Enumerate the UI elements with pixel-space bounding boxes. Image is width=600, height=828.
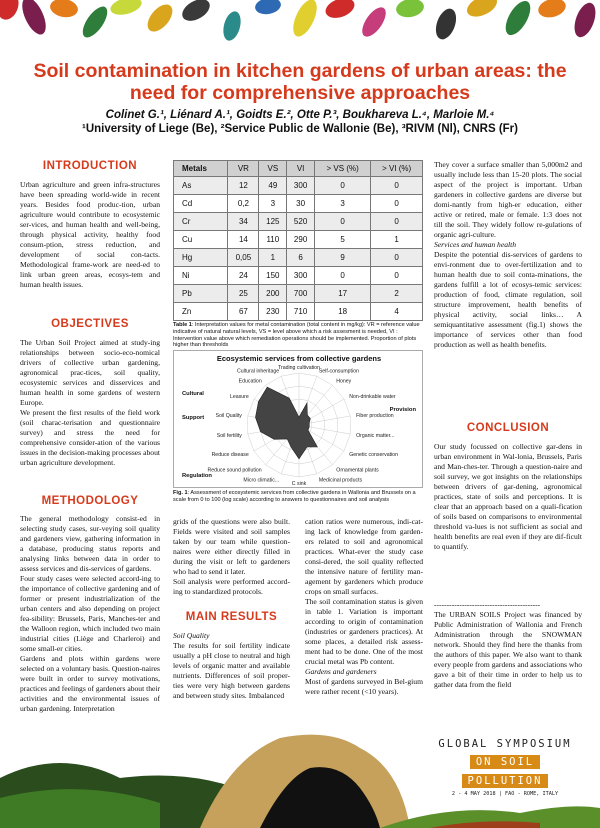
radar-axis-label: Self-consumption bbox=[318, 368, 359, 375]
table-cell: 200 bbox=[259, 285, 287, 303]
table-cell: 0 bbox=[314, 177, 370, 195]
radar-axis-label: Genetic conservation bbox=[349, 452, 398, 458]
radar-axis-label: Reduce sound pollution bbox=[207, 467, 262, 474]
conclusion-paragraph: Our study focussed on collective gar-dens in urban environment in Wal-lonia, Brussels, Paris and Man-ches-ter. Through a question-naire and soil survey, we got insights on the relationships between drivers of gar-dening, agronomical practices, state of soils and perceptions. It is clear that an approach based on a quali-fication of soils based on comparisons to environmental threshold va-lues is not sufficient as social and health benefits are real even if they are dif-ficult to quantify. bbox=[434, 442, 582, 551]
figure-caption-text: : Assessment of ecosystemic services from collective gardens in Wallonia and Brussels on a scale from 0 to 100 (log scale) according to answers to questionnaires and soil analysis bbox=[173, 490, 416, 503]
table-cell-metal: Cd bbox=[174, 195, 228, 213]
table-row bbox=[174, 195, 423, 213]
radar-chart bbox=[174, 351, 424, 487]
table-header-row bbox=[174, 161, 423, 177]
radar-axis-label: Micro climatic... bbox=[243, 477, 280, 484]
radar-axis-label: Trading cultivation bbox=[278, 365, 320, 371]
services-paragraph: Despite the potential dis-services of gardens to envi-ronment due to over-fertilization and to human health due to soil conta-minations, the gardens fulfill a lot of ecosys-temic services: production of food, climate regulation, soil structure improvement, health benefits of physical activity, social links… A semiquantitative assessment (fig.1) shows the importance of services other than food production as well as health benefits. bbox=[434, 250, 582, 349]
table-cell: 230 bbox=[259, 303, 287, 321]
table-cell-metal: Zn bbox=[174, 303, 228, 321]
table-cell: 700 bbox=[287, 285, 315, 303]
table-cell: 12 bbox=[228, 177, 259, 195]
table-cell-metal: Pb bbox=[174, 285, 228, 303]
radar-group-label: Support bbox=[182, 415, 205, 421]
symposium-line-3: POLLUTION bbox=[462, 774, 549, 788]
poster-title: Soil contamination in kitchen gardens of urban areas: the need for comprehensive approaches bbox=[33, 60, 567, 104]
metal-threshold-table bbox=[173, 160, 423, 321]
radar-axis-label: Non-drinkable water bbox=[349, 394, 396, 400]
table-cell: 17 bbox=[314, 285, 370, 303]
table-cell: 3 bbox=[259, 195, 287, 213]
methodology-heading: METHODOLOGY bbox=[41, 495, 139, 507]
table-cell: 0,05 bbox=[228, 249, 259, 267]
table-cell-metal: Hg bbox=[174, 249, 228, 267]
radar-axis-label: Honey bbox=[336, 378, 352, 385]
funding-block bbox=[434, 600, 582, 690]
soil-quality-subheading: Soil Quality bbox=[173, 631, 210, 640]
table-row bbox=[174, 303, 423, 321]
main-results-heading: MAIN RESULTS bbox=[185, 611, 278, 623]
main-results-paragraph-1: The results for soil fertility indicate usually a pH close to neutral and high levels of organic matter and available nutrients. Differences of soil proper-ties were very high between gardens and between study sites. Imbalanced bbox=[173, 641, 290, 700]
table-row bbox=[174, 267, 423, 285]
table-cell: 0 bbox=[371, 267, 423, 285]
introduction-text bbox=[20, 180, 160, 290]
separator-line: ------------------------------------------ bbox=[434, 600, 541, 609]
radar-axis-label: Education bbox=[238, 378, 262, 385]
methodology-cont-paragraph-1: grids of the questions were also built. Fields were visited and soil samples taken by our team while question-naires were either directly filled in during the visit or left to gardeners who had to send it later. bbox=[173, 517, 290, 576]
table-cell: 520 bbox=[287, 213, 315, 231]
table-cell: 24 bbox=[228, 267, 259, 285]
table-header-cell: VI bbox=[287, 161, 315, 177]
affiliation-list: ¹University of Liege (Be), ²Service Public de Wallonie (Be), ³RIVM (Nl), CNRS (Fr) bbox=[82, 123, 518, 135]
author-list: Colinet G.¹, Liénard A.¹, Goidts E.², Otte P.³, Boukhareva L.⁴, Marloie M.⁴ bbox=[105, 109, 495, 121]
radar-axis-label: Leasure bbox=[230, 394, 249, 400]
methodology-continued bbox=[173, 517, 290, 597]
table-cell-metal: Cr bbox=[174, 213, 228, 231]
table-header-cell: > VI (%) bbox=[371, 161, 423, 177]
gardens-paragraph: They cover a surface smaller than 5,000m2 and usually include less than 15-20 plots. The social aspect of the project is important. Urban gardeners in collective gardens are diverse but domi-nantly from high-er education, either active or retired, male or female. 1:3 does not till the soil. They widely follow re-gulations of organic agri-culture. bbox=[434, 160, 582, 239]
radar-axis-label: Medicinal products bbox=[318, 477, 363, 484]
radar-chart-frame bbox=[173, 350, 423, 488]
figure-caption-label: Fig. 1 bbox=[173, 490, 188, 496]
methodology-paragraph-1: The general methodology consist-ed in selecting study cases, sur-veying soil quality and gardeners view, gathering information in a database, producing status reports and analysing links between data in order to assess services and dis-services of gardens. bbox=[20, 514, 160, 573]
results-cont-paragraph-3: Most of gardens surveyed in Bel-gium were rather recent (<10 years). bbox=[305, 677, 423, 696]
methodology-cont-paragraph-2: Soil analysis were performed accord-ing to standardized protocols. bbox=[173, 577, 290, 596]
radar-axis-label: C sink bbox=[291, 481, 307, 487]
gardens-subheading: Gardens and gardeners bbox=[305, 667, 377, 676]
table-cell: 0 bbox=[371, 195, 423, 213]
table-cell: 30 bbox=[287, 195, 315, 213]
table-row bbox=[174, 213, 423, 231]
radar-axis-label: Reduce disease bbox=[211, 452, 249, 458]
symposium-line-2: ON SOIL bbox=[470, 755, 540, 769]
funding-paragraph: The URBAN SOILS Project was financed by Public Administration of Wallonia and French Administration through the SNOWMAN network. Should they find here the thanks from the authors of this paper. We also want to thank every people from gardens and associations who gave a bit of their time in order to help us to gather data from the field bbox=[434, 610, 582, 689]
table-cell: 710 bbox=[287, 303, 315, 321]
table-cell: 0 bbox=[371, 213, 423, 231]
methodology-text bbox=[20, 514, 160, 714]
table-cell: 14 bbox=[228, 231, 259, 249]
radar-axis-label: Fiber production bbox=[356, 412, 394, 419]
table-cell: 0 bbox=[314, 267, 370, 285]
table-cell: 125 bbox=[259, 213, 287, 231]
table-cell: 34 bbox=[228, 213, 259, 231]
objectives-text bbox=[20, 338, 160, 468]
introduction-heading: INTRODUCTION bbox=[42, 160, 138, 172]
authors-block bbox=[20, 108, 580, 136]
table-header-cell: VR bbox=[228, 161, 259, 177]
figure-caption bbox=[173, 490, 423, 504]
table-cell: 25 bbox=[228, 285, 259, 303]
table-cell: 0 bbox=[371, 249, 423, 267]
gardens-text bbox=[434, 160, 582, 350]
table-caption-label: Table 1 bbox=[173, 322, 192, 328]
radar-axis-label: Ornamental plants bbox=[336, 467, 379, 474]
table-cell: 18 bbox=[314, 303, 370, 321]
table-cell: 0,2 bbox=[228, 195, 259, 213]
table-cell: 2 bbox=[371, 285, 423, 303]
table-row bbox=[174, 177, 423, 195]
table-cell: 67 bbox=[228, 303, 259, 321]
symposium-logo bbox=[420, 738, 590, 797]
table-cell: 300 bbox=[287, 267, 315, 285]
radar-axis-label: Soil Quality bbox=[215, 412, 242, 419]
radar-series-area bbox=[255, 387, 317, 459]
table-cell: 0 bbox=[371, 177, 423, 195]
radar-axis-label: Cultural inheritage bbox=[237, 368, 280, 375]
table-cell: 5 bbox=[314, 231, 370, 249]
table-cell-metal: Cu bbox=[174, 231, 228, 249]
table-caption-text: : Interpretation values for metal contamination (total content in mg/kg): VR = reference value indicative of natural natural levels, VS = level above which a risk assesment is needed, VI : Intervention value above which remediation operations should be implemented. Proportion of plots higher than thresholds bbox=[173, 322, 420, 349]
objectives-paragraph-2: We present the first results of the field work (soil charac-terisation and questionnaire survey) and stress the need for comprehensive consider-ation of the various issues in the decision-making processes about urban agriculture development. bbox=[20, 408, 160, 467]
table-cell: 110 bbox=[259, 231, 287, 249]
table-cell-metal: Ni bbox=[174, 267, 228, 285]
table-row bbox=[174, 249, 423, 267]
radar-axis-label: Organic matter... bbox=[356, 433, 395, 440]
table-header-cell: Metals bbox=[174, 161, 228, 177]
table-body bbox=[174, 177, 423, 321]
table-cell: 1 bbox=[259, 249, 287, 267]
table-cell: 0 bbox=[314, 213, 370, 231]
methodology-paragraph-2: Four study cases were selected accord-ing to the importance of collective gardening and of former or present industrialization of the urban centers and also depending on project fea-sibility: Brussels, Paris, Manches-ter and the Walloon region, which included two main industrial cities (Liège and Charleroi) and some small-er cities. bbox=[20, 574, 160, 653]
decorative-leaf-band bbox=[0, 0, 600, 60]
table-cell: 300 bbox=[287, 177, 315, 195]
table-cell: 1 bbox=[371, 231, 423, 249]
table-header-cell: VS bbox=[259, 161, 287, 177]
objectives-heading: OBJECTIVES bbox=[51, 318, 129, 330]
radar-group-label: Regulation bbox=[182, 473, 212, 479]
table-cell: 3 bbox=[314, 195, 370, 213]
introduction-paragraph: Urban agriculture and green infra-structures have been spreading world-wide in recent years. Besides food produc-tion, urban agriculture would contribute to ecosystemic ser-vices, and human health and well-being, through physical activity, healthy food consum-ption, stress reduction, and development of social con-tacts. Methodological frame-work are need-ed to link urban green areas, ecosys-tem and human health issues. bbox=[20, 180, 160, 289]
table-cell: 6 bbox=[287, 249, 315, 267]
table-cell: 150 bbox=[259, 267, 287, 285]
table-row bbox=[174, 285, 423, 303]
symposium-date: 2 - 4 MAY 2018 | FAO - ROME, ITALY bbox=[451, 791, 559, 797]
symposium-line-1: GLOBAL SYMPOSIUM bbox=[438, 738, 572, 750]
table-cell: 9 bbox=[314, 249, 370, 267]
radar-group-label: Provision bbox=[389, 407, 416, 413]
radar-axis-label: Soil fertility bbox=[216, 433, 242, 440]
results-cont-paragraph-2: The soil contamination status is given in table 1. Variation is important according to origin of contamination (industries or gardeners practices). At some places, a detailed risk assess-ment had to be done. One of the most crucial metal was Pb content. bbox=[305, 597, 423, 666]
chart-title: Ecosystemic services from collective gardens bbox=[216, 354, 382, 363]
methodology-paragraph-3: Gardens and plots within gardens were selected on a voluntary basis. Question-naires were built in order to survey motivations, practices and feelings of gardeners about their activities and the environmental issues of urban gardening. Interpretation bbox=[20, 654, 161, 713]
radar-group-label: Cultural bbox=[182, 391, 204, 397]
table-row bbox=[174, 231, 423, 249]
table-header-cell: > VS (%) bbox=[314, 161, 370, 177]
results-continued bbox=[305, 517, 423, 697]
table-cell: 290 bbox=[287, 231, 315, 249]
table-cell-metal: As bbox=[174, 177, 228, 195]
main-results-text bbox=[173, 631, 290, 701]
table-caption bbox=[173, 322, 423, 349]
objectives-paragraph-1: The Urban Soil Project aimed at study-ing relationships between socio-eco-nomical drivers of collective urban gardening, agronomical prac-tices, soil quality, ecosystemic services and disservices and human health in some gardens of western Europe. bbox=[20, 338, 160, 407]
conclusion-text bbox=[434, 442, 582, 552]
results-cont-paragraph-1: cation ratios were numerous, indi-cat-ing lack of knowledge from garden-ers related to soil and agronomical practices. What-ever the study case consi-dered, the soil quality reflected the intensive nature of fertility man-agement by gardeners which produce crops on small surfaces. bbox=[305, 517, 423, 596]
conclusion-heading: CONCLUSION bbox=[466, 422, 550, 434]
table-cell: 4 bbox=[371, 303, 423, 321]
table-cell: 49 bbox=[259, 177, 287, 195]
services-subheading: Services and human health bbox=[434, 240, 517, 249]
